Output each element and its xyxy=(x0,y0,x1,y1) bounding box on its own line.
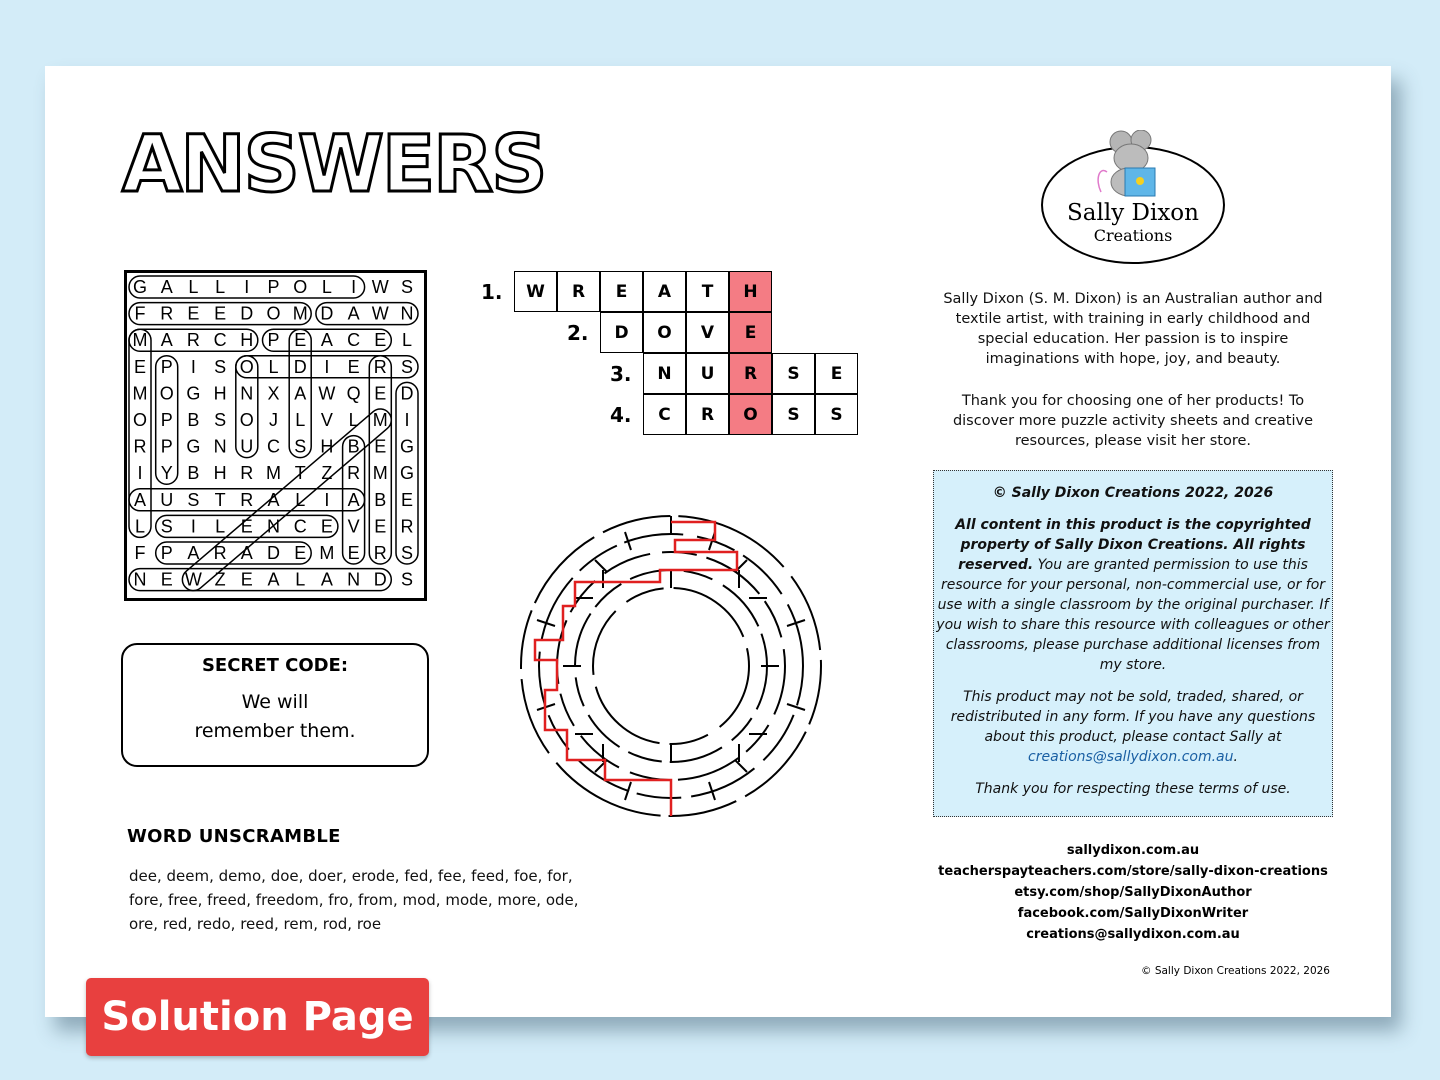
word-search-letter: E xyxy=(240,569,253,590)
word-search-letter: H xyxy=(320,436,334,457)
word-search-letter: O xyxy=(266,303,281,324)
store-invitation: Thank you for choosing one of her products! To discover more puzzle activity sheets and creative resources, please visit her store. xyxy=(952,393,1314,449)
author-bio: Sally Dixon (S. M. Dixon) is an Australian author and textile artist, with training in early childhood and special education. Her passion is to inspire imaginations with hope, joy, and beauty. xyxy=(943,291,1323,367)
sally-dixon-logo xyxy=(1040,130,1226,266)
crossword-clue-number: 3. xyxy=(610,362,632,386)
word-search-letter: B xyxy=(187,410,200,430)
word-search-letter: S xyxy=(400,569,414,590)
word-search-letter: W xyxy=(318,383,336,404)
word-search-letter: L xyxy=(401,330,413,351)
word-search-letter: L xyxy=(295,410,306,430)
mouse-reading-icon xyxy=(1095,130,1175,200)
word-search-letter: A xyxy=(347,489,360,510)
crossword-cell: S xyxy=(772,353,815,394)
word-search-letter: P xyxy=(267,277,280,297)
word-search-letter: L xyxy=(134,516,146,537)
word-search-letter: R xyxy=(133,436,147,457)
word-search-letter: E xyxy=(294,330,307,351)
word-search-letter: Z xyxy=(321,463,333,484)
solution-page-badge: Solution Page xyxy=(86,978,429,1056)
word-search-letter: L xyxy=(348,410,359,430)
word-search-letter: A xyxy=(133,489,147,510)
word-search-letter: N xyxy=(213,436,227,457)
word-search-letter: S xyxy=(214,356,227,377)
crossword-cell: D xyxy=(600,312,643,353)
word-search-letter: I xyxy=(190,356,196,377)
secret-code-line-1: We will xyxy=(241,691,309,713)
word-search-letter: M xyxy=(372,410,388,430)
page-title: ANSWERS xyxy=(122,120,546,210)
word-search-letter: M xyxy=(266,463,281,484)
footer-copyright: © Sally Dixon Creations 2022, 2026 xyxy=(1141,965,1330,977)
crossword-cell: R xyxy=(557,271,600,312)
word-search-letter: Y xyxy=(160,463,173,484)
logo-subtitle: Creations xyxy=(1093,226,1173,245)
copyright-notice: © Sally Dixon Creations 2022, 2026 All content in this product is the copyrighted property of Sally Dixon Creations. All rights reserved. You are granted permission to use this resource for your personal, non-commercial use, or for use with a single classroom by the original purchaser. If you wish to share this resource with colleagues or other classrooms, please purchase additional licenses from my store. This product may not be sold, traded, shared, or redistributed in any form. If you have any questions about this product, please contact Sally at creations@sallydixon.com.au. Thank you for respecting these terms of use. xyxy=(933,470,1333,817)
maze-ring-4 xyxy=(575,570,767,762)
word-search-letter: P xyxy=(160,436,173,457)
word-search-letter: L xyxy=(268,356,279,377)
crossword-cell: S xyxy=(815,394,858,435)
word-search-letter: V xyxy=(320,410,333,430)
word-search-letter: T xyxy=(294,463,306,484)
word-search-letter: M xyxy=(132,330,148,351)
word-search-letter: O xyxy=(159,383,174,404)
word-search-letter: H xyxy=(240,330,254,351)
word-search-letter: L xyxy=(321,277,332,297)
word-search-letter: M xyxy=(319,543,335,563)
word-search-letter: R xyxy=(213,543,227,563)
crossword-clue-number: 1. xyxy=(481,280,503,304)
crossword-cell: U xyxy=(686,353,729,394)
crossword-cell: A xyxy=(643,271,686,312)
word-search-letter: G xyxy=(186,436,201,457)
word-search-letter: L xyxy=(215,516,226,537)
word-search-letter: R xyxy=(160,303,174,324)
word-search-letter: U xyxy=(160,489,174,510)
word-search-letter: N xyxy=(267,516,280,537)
logo-name: Sally Dixon xyxy=(1067,200,1199,226)
word-search-letter: G xyxy=(132,277,148,297)
secret-code-box xyxy=(121,643,429,767)
crossword-cell: O xyxy=(643,312,686,353)
maze-walls xyxy=(521,516,821,816)
word-search-letter: G xyxy=(186,383,201,404)
crossword-clue-number: 4. xyxy=(610,403,632,427)
word-search-letter: D xyxy=(373,569,387,590)
word-search-letter: U xyxy=(240,436,254,457)
crossword-cell: O xyxy=(729,394,772,435)
word-search-letter: M xyxy=(292,303,308,324)
word-search-letter: A xyxy=(160,330,173,351)
word-search-letter: F xyxy=(134,303,146,324)
word-search-letter: D xyxy=(293,356,307,377)
word-search-letter: A xyxy=(267,569,280,590)
word-search-letter: D xyxy=(240,303,254,324)
word-search-letter: N xyxy=(133,569,147,590)
word-search-letter: P xyxy=(160,410,173,430)
word-search-letter: G xyxy=(399,463,415,484)
word-unscramble-heading: WORD UNSCRAMBLE xyxy=(127,826,341,847)
word-search-letter: B xyxy=(187,463,200,484)
word-search-letter: S xyxy=(400,277,414,297)
word-search-letter: W xyxy=(371,277,389,297)
word-search-letter: H xyxy=(213,383,227,404)
word-search-letter: S xyxy=(160,516,173,537)
word-search-letter: E xyxy=(240,516,253,537)
crossword-cell: E xyxy=(729,312,772,353)
copyright-permission: You are granted permission to use this resource for your personal, non-commercial use, or for use with a single classroom by the original purchaser. If you wish to share this resource with colleagues or other classrooms, please purchase additional licenses from my store. xyxy=(936,557,1330,673)
word-search-letter: D xyxy=(267,543,280,563)
word-search-grid xyxy=(127,273,424,598)
word-search-letter: I xyxy=(324,489,330,510)
word-search-letter: L xyxy=(215,277,226,297)
crossword-cell: W xyxy=(514,271,557,312)
word-search-letter: F xyxy=(134,543,146,563)
word-search-letter: C xyxy=(267,436,280,457)
word-search-letter: A xyxy=(294,383,307,404)
word-search-letter: P xyxy=(160,356,173,377)
crossword-cell: H xyxy=(729,271,772,312)
word-search-letter: W xyxy=(184,569,202,590)
word-search-letter: E xyxy=(187,303,200,324)
link-facebook[interactable]: facebook.com/SallyDixonWriter xyxy=(1017,906,1249,921)
word-search-answer-loop xyxy=(178,404,396,595)
link-email[interactable]: creations@sallydixon.com.au xyxy=(1026,927,1240,942)
word-search-letter: R xyxy=(373,356,387,377)
word-search-letter: E xyxy=(347,356,360,377)
word-search-letter: M xyxy=(132,383,148,404)
crossword-cell: E xyxy=(815,353,858,394)
word-search xyxy=(124,270,427,601)
secret-code-line-2: remember them. xyxy=(194,720,356,742)
crossword-cell: S xyxy=(772,394,815,435)
word-search-letter: J xyxy=(269,410,278,430)
word-search-letter: M xyxy=(372,463,388,484)
word-search-letter: P xyxy=(160,543,173,563)
word-search-letter: Q xyxy=(346,383,361,404)
word-search-letter: E xyxy=(214,303,227,324)
word-search-letter: A xyxy=(320,569,333,590)
link-tpt[interactable]: teacherspayteachers.com/store/sally-dixon-creations xyxy=(938,864,1328,879)
word-search-letter: V xyxy=(347,516,360,537)
word-search-letter: O xyxy=(239,356,254,377)
word-search-letter: E xyxy=(374,436,387,457)
word-search-letter: C xyxy=(213,330,227,351)
word-search-letter: Z xyxy=(214,569,226,590)
word-search-letter: L xyxy=(295,489,306,510)
word-search-letter: C xyxy=(347,330,361,351)
link-etsy[interactable]: etsy.com/shop/SallyDixonAuthor xyxy=(1014,885,1252,900)
word-search-letter: R xyxy=(347,463,361,484)
word-search-letter: I xyxy=(404,410,410,430)
word-search-letter: A xyxy=(320,330,333,351)
word-search-letter: S xyxy=(400,356,414,377)
word-search-letter: I xyxy=(190,516,196,537)
link-website[interactable]: sallydixon.com.au xyxy=(1066,843,1200,858)
word-search-letter: I xyxy=(351,277,357,297)
contact-email-link[interactable]: creations@sallydixon.com.au xyxy=(1028,749,1234,765)
word-search-letter: C xyxy=(293,516,307,537)
word-search-letter: B xyxy=(347,436,360,457)
copyright-rights: All content in this product is the copyrighted property of Sally Dixon Creations. All rights reserved. xyxy=(955,517,1311,573)
word-search-letter: G xyxy=(399,436,415,457)
word-search-letter: D xyxy=(400,383,414,404)
word-search-letter: W xyxy=(371,303,389,324)
word-search-letter: E xyxy=(374,330,387,351)
word-search-letter: I xyxy=(324,356,330,377)
word-search-letter: I xyxy=(244,277,250,297)
maze-inner-walls xyxy=(537,516,805,816)
crossword-cell: V xyxy=(686,312,729,353)
word-search-letter: S xyxy=(400,543,414,563)
word-search-letter: D xyxy=(320,303,334,324)
word-search-letter: A xyxy=(347,303,360,324)
copyright-heading: © Sally Dixon Creations 2022, 2026 xyxy=(992,485,1274,501)
word-search-letter: E xyxy=(160,569,173,590)
word-search-letter: S xyxy=(294,436,307,457)
crossword-clue-number: 2. xyxy=(567,321,589,345)
word-search-letter: X xyxy=(267,383,280,404)
word-search-letter: E xyxy=(294,543,307,563)
word-search-letter: O xyxy=(239,410,254,430)
crossword-cell: N xyxy=(643,353,686,394)
word-search-letter: E xyxy=(320,516,333,537)
word-search-letter: H xyxy=(213,463,227,484)
word-search-letter: O xyxy=(132,410,148,430)
word-search-letter: E xyxy=(347,543,360,563)
word-search-letter: R xyxy=(240,463,254,484)
crossword-cell: E xyxy=(600,271,643,312)
crossword-cell: R xyxy=(729,353,772,394)
author-about xyxy=(930,289,1336,473)
crossword-cell: T xyxy=(686,271,729,312)
word-search-letter: R xyxy=(186,330,200,351)
word-search-letter: N xyxy=(400,303,414,324)
word-search-letter: S xyxy=(187,489,200,510)
store-links xyxy=(930,840,1336,945)
word-search-letter: A xyxy=(187,543,200,563)
word-search-letter: R xyxy=(240,489,254,510)
word-search-letter: N xyxy=(347,569,361,590)
word-search-letter: R xyxy=(373,543,387,563)
word-search-letter: T xyxy=(214,489,226,510)
word-search-letter: N xyxy=(240,383,254,404)
word-search-letter: B xyxy=(374,489,387,510)
word-search-letter: S xyxy=(214,410,227,430)
crossword-cell: C xyxy=(643,394,686,435)
secret-code-heading: SECRET CODE: xyxy=(201,655,349,676)
wreath-maze xyxy=(515,510,827,822)
copyright-restriction: This product may not be sold, traded, shared, or redistributed in any form. If you have any questions about this product, please contact Sally at xyxy=(950,689,1316,745)
word-search-letter: O xyxy=(293,277,308,297)
word-search-letter: E xyxy=(374,516,387,537)
word-search-letter: A xyxy=(160,277,173,297)
copyright-thanks: Thank you for respecting these terms of use. xyxy=(975,781,1291,797)
word-search-letter: P xyxy=(267,330,280,351)
word-search-letter: E xyxy=(133,356,147,377)
word-search-letter: I xyxy=(137,463,143,484)
word-search-letter: L xyxy=(295,569,306,590)
word-unscramble-answers: dee, deem, demo, doe, doer, erode, fed, fee, feed, foe, for, fore, free, freed, freedom, fro, from, mod, mode, more, ode, ore, red, redo, reed, rem, rod, roe xyxy=(129,867,579,933)
word-search-letter: L xyxy=(188,277,199,297)
word-search-letter: R xyxy=(400,516,414,537)
word-search-letter: E xyxy=(400,489,414,510)
crossword-cell: R xyxy=(686,394,729,435)
word-search-letter: A xyxy=(240,543,253,563)
word-search-letter: A xyxy=(267,489,280,510)
maze-inner-wall xyxy=(593,588,749,744)
word-search-letter: E xyxy=(374,383,387,404)
